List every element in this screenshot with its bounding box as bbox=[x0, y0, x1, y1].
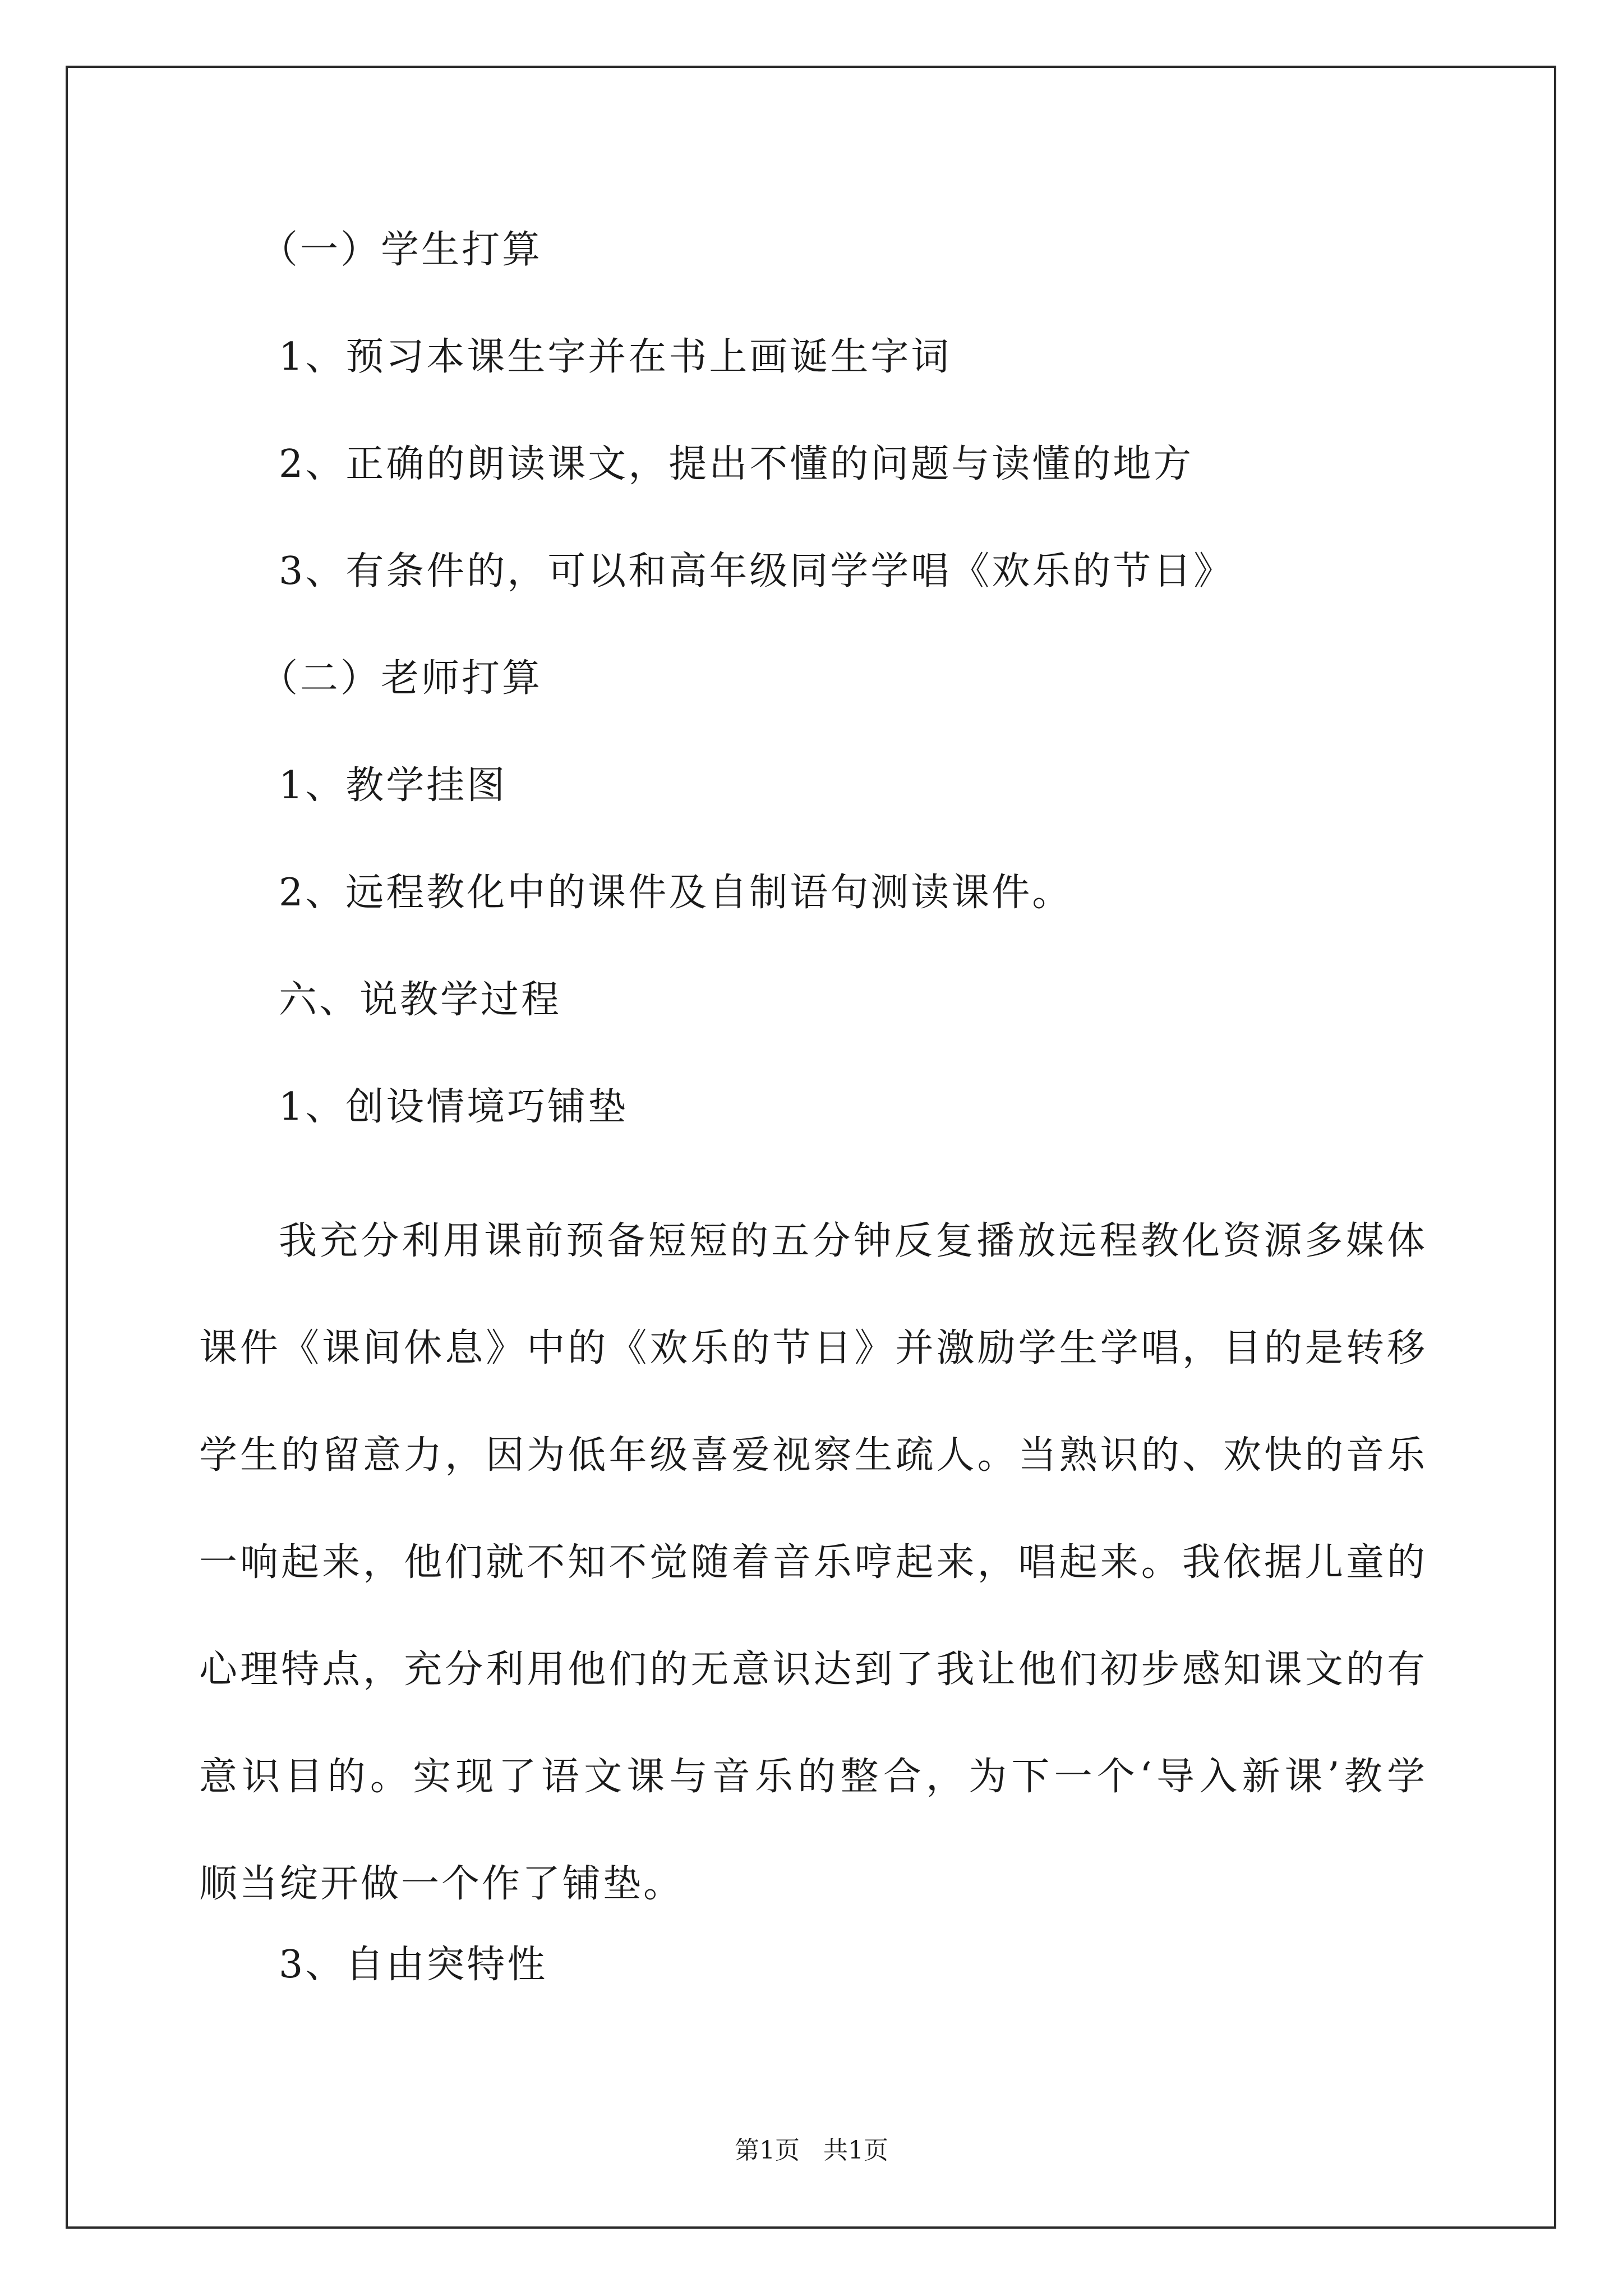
section-heading: 六、说教学过程 bbox=[279, 978, 562, 1022]
sub-heading: 1、创设情境巧铺垫 bbox=[279, 1085, 629, 1129]
paragraph-line: 一响起来，他们就不知不觉随着音乐哼起来，唱起来。我依据儿童的 bbox=[199, 1540, 1427, 1585]
paragraph-line: 顺当绽开做一个作了铺垫。 bbox=[199, 1862, 684, 1906]
list-item: 1、教学挂图 bbox=[279, 763, 508, 808]
page-footer: 第1页 共1页 bbox=[735, 2136, 888, 2165]
paragraph-line: 学生的留意力，因为低年级喜爱视察生疏人。当熟识的、欢快的音乐 bbox=[199, 1433, 1427, 1478]
paragraph-line: 心理特点，充分利用他们的无意识达到了我让他们初步感知课文的有 bbox=[199, 1648, 1427, 1692]
list-item: 2、远程教化中的课件及自制语句测读课件。 bbox=[279, 871, 1073, 915]
paragraph-line: 我充分利用课前预备短短的五分钟反复播放远程教化资源多媒体 bbox=[279, 1219, 1427, 1263]
heading-student-prep: （一）学生打算 bbox=[260, 228, 543, 272]
paragraph-line: 意识目的。实现了语文课与音乐的整合，为下一个‘导入新课’教学 bbox=[199, 1755, 1427, 1799]
list-item: 1、预习本课生字并在书上画诞生字词 bbox=[279, 335, 952, 379]
list-item: 3、有条件的，可以和高年级同学学唱《欢乐的节日》 bbox=[279, 549, 1234, 593]
body-paragraph bbox=[199, 1188, 1427, 1938]
paragraph-line: 课件《课间休息》中的《欢乐的节日》并激励学生学唱，目的是转移 bbox=[199, 1326, 1427, 1370]
sub-heading: 3、自由突特性 bbox=[279, 1943, 548, 1987]
list-item: 2、正确的朗读课文，提出不懂的问题与读懂的地方 bbox=[279, 442, 1194, 486]
heading-teacher-prep: （二）老师打算 bbox=[260, 656, 543, 701]
